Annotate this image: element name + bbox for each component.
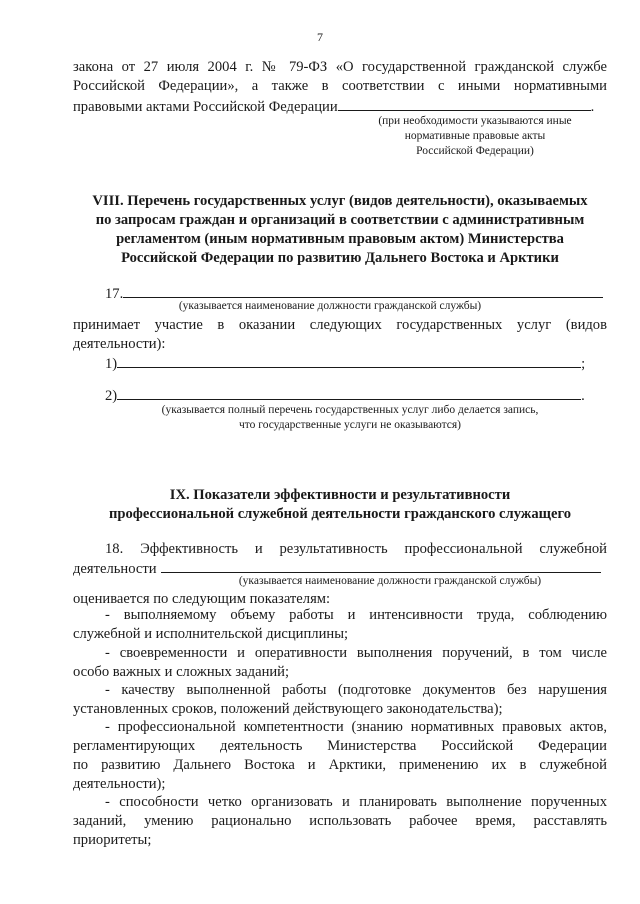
bullet-5-line-1: - способности четко организовать и планировать выполнение порученных [105,794,607,810]
p18-line-1: 18. Эффективность и результативность профессиональной служебной [105,541,607,557]
evaluated-by: оценивается по следующим показателям: [73,591,331,607]
intro-line-3-text: правовыми актами Российской Федерации [73,99,338,115]
bullet-5-line-3: приоритеты; [73,832,152,848]
item-17-number: 17. [105,286,124,302]
bullet-3-line-1: - качеству выполненной работы (подготовке документов без нарушения [105,682,607,698]
intro-note-2: нормативные правовые акты [404,130,546,142]
service-item-1-trail: ; [581,356,586,372]
bullet-2-line-2: особо важных и сложных заданий; [73,664,290,680]
blank-line [338,96,591,111]
section8-title-1: VIII. Перечень государственных услуг (видов деятельности), оказываемых [92,193,588,209]
section8-line-a: принимает участие в оказании следующих государственных услуг (видов [73,317,607,333]
bullet-1-line-1: - выполняемому объему работы и интенсивности труда, соблюдению [105,607,607,623]
intro-note-3: Российской Федерации) [416,145,534,157]
blank-line [161,558,601,573]
section8-title-3: регламентом (иным нормативным правовым актом) Министерства [116,231,564,247]
section9-title-1: IX. Показатели эффективности и результативности [169,487,511,503]
intro-line-2: Российской Федерации», а также в соответствии с иными нормативными [73,78,607,94]
section9-title-2: профессиональной служебной деятельности гражданского служащего [108,506,572,522]
bullet-3-line-2: установленных сроков, положений действующего законодательства); [73,701,503,717]
intro-line-1: закона от 27 июля 2004 г. № 79-ФЗ «О государственной гражданской службе [73,59,607,75]
section8-title-4: Российской Федерации по развитию Дальнего Востока и Арктики [121,250,559,266]
bullet-4-line-2: регламентирующих деятельность Министерства Российской Федерации [73,738,607,754]
service-item-1-number: 1) [105,356,118,372]
intro-trail: . [590,99,595,115]
bullet-4-line-4: деятельности); [73,776,166,792]
position-note-9: (указывается наименование должности гражданской службы) [238,575,542,587]
bullet-1-line-2: служебной и исполнительской дисциплины; [73,626,349,642]
bullet-4-line-3: по развитию Дальнего Востока и Арктики, применению их в служебной [73,757,607,773]
service-item-2-trail: . [581,388,585,404]
position-note-8: (указывается наименование должности гражданской службы) [178,300,482,312]
intro-note-1: (при необходимости указываются иные [378,115,572,127]
service-item-2-number: 2) [105,388,118,404]
blank-line [117,385,581,400]
list-note-1: (указывается полный перечень государственных услуг либо делается запись, [161,404,539,416]
bullet-2-line-1: - своевременности и оперативности выполнения поручений, в том числе [105,645,607,661]
blank-line [123,283,603,298]
list-note-2: что государственные услуги не оказываются) [238,419,461,431]
section8-title-2: по запросам граждан и организаций в соответствии с административным [95,212,585,228]
page-number: 7 [317,30,323,44]
p18-line-2-text: деятельности [73,561,157,577]
bullet-5-line-2: заданий, умению рационально использовать рабочее время, расставлять [73,813,607,829]
blank-line [117,353,581,368]
service-item-1 [105,353,639,374]
section8-line-b: деятельности): [73,336,166,352]
bullet-4-line-1: - профессиональной компетентности (знанию нормативных правовых актов, [105,719,607,735]
